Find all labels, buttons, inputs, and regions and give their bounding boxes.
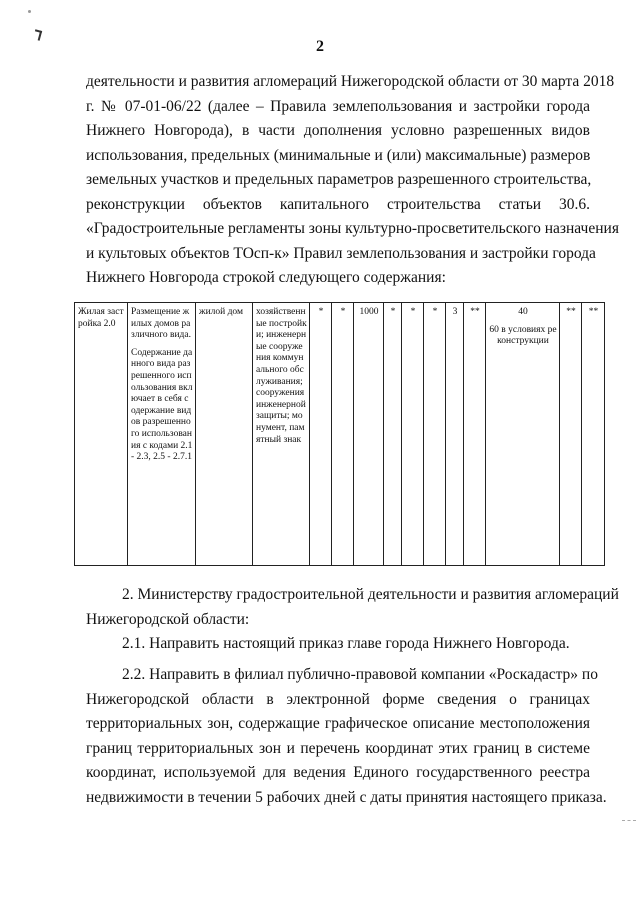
intro-line: деятельности и развития агломераций Нижегородской области от 30 марта 2018 (86, 73, 615, 90)
intro-line: Нижнего Новгорода строкой следующего содержания: (86, 269, 446, 286)
param-cell (310, 303, 332, 566)
param-value: ** (588, 307, 599, 317)
param-value: * (390, 307, 396, 317)
description-text: Содержание данного вида разрешенного использования включает в себя содержание видов разрешенного использования с кодами 2.1 - 2.3, 2.5 - 2.7.1 (131, 347, 193, 463)
intro-line: «Градостроительные регламенты зоны культурно-просветительского назначения (86, 220, 619, 237)
item-2-2-line: 2.2. Направить в филиал публично-правовой компании «Роскадастр» по (122, 666, 598, 683)
item-2-paragraph (86, 583, 619, 632)
regulation-table (74, 302, 605, 566)
param-value: * (340, 307, 346, 317)
page-number: 2 (316, 38, 324, 55)
item-2-2-line: недвижимости в течении 5 рабочих дней с даты принятия настоящего приказа. (86, 788, 607, 806)
description-text: Размещение жилых домов различного вида. (131, 307, 191, 341)
param-value: * (318, 307, 324, 317)
auxiliary-cell (253, 303, 310, 566)
intro-line: использования, предельных (минимальные и (или) максимальные) размеров (86, 146, 591, 164)
zone-text: Жилая застройка 2.0 (78, 307, 124, 329)
param-value: ** (470, 307, 480, 317)
item-2-1-paragraph (86, 632, 590, 657)
intro-line: и культовых объектов ТОсп-к» Правил землепользования и застройки города (86, 244, 596, 262)
percent-value: 40 (518, 307, 528, 317)
intro-line: реконструкции объектов капитального строительства статьи 30.6. (86, 195, 590, 213)
param-value: * (410, 307, 416, 317)
param-cell (582, 303, 605, 566)
item-2-2-line: Нижегородской области в электронной форме сведения о границах (86, 690, 590, 708)
param-value: 1000 (359, 307, 379, 317)
param-cell (464, 303, 486, 566)
item-2-line: 2. Министерству градостроительной деятельности и развития агломераций (122, 586, 619, 603)
scan-mark (622, 820, 636, 823)
item-2-2-line: границ территориальных зон и перечень координат этих границ в системе (86, 739, 590, 757)
param-cell (384, 303, 402, 566)
intro-line: земельных участков и предельных параметров разрешенного строительства, (86, 171, 592, 188)
param-cell (446, 303, 464, 566)
intro-line: Нижнего Новгорода), в части дополнения условно разрешенных видов (86, 122, 590, 139)
item-2-2-line: территориальных зон, содержащие графическое описание местоположения (86, 715, 590, 732)
object-cell (196, 303, 253, 566)
description-cell (128, 303, 196, 566)
param-cell (332, 303, 354, 566)
param-cell (424, 303, 446, 566)
percent-cell (486, 303, 560, 566)
param-value: * (432, 307, 438, 317)
intro-line: г. № 07-01-06/22 (далее – Правила землепользования и застройки города (86, 97, 590, 115)
scan-speck (28, 10, 31, 13)
param-value: ** (566, 307, 576, 317)
param-cell (402, 303, 424, 566)
item-2-2-paragraph (86, 663, 607, 810)
zone-cell (75, 303, 128, 566)
param-cell (354, 303, 384, 566)
param-value: 3 (452, 307, 458, 317)
percent-note: 60 в условиях реконструкции (489, 324, 557, 347)
item-2-2-line: координат, используемой для ведения Единого государственного реестра (86, 764, 590, 781)
table-row (75, 303, 605, 566)
item-2-line: Нижегородской области: (86, 610, 250, 628)
intro-paragraph (86, 70, 619, 291)
param-cell (560, 303, 582, 566)
object-text: жилой дом (199, 307, 244, 317)
auxiliary-text: хозяйственные постройки; инженерные сооружения коммунального обслуживания; сооружения инженерной защиты; монумент, памятный знак (256, 307, 307, 445)
item-2-1-text: 2.1. Направить настоящий приказ главе города Нижнего Новгорода. (122, 635, 570, 652)
